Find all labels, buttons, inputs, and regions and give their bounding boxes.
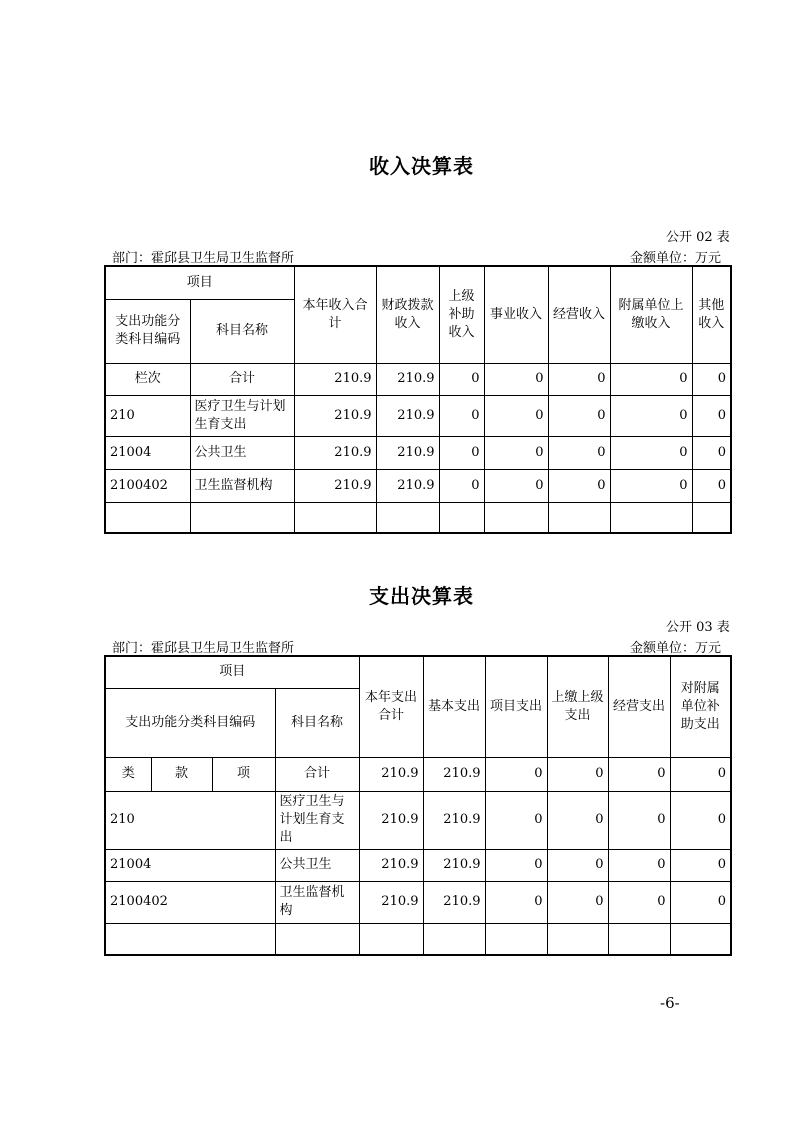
- income-cell-other: 0: [692, 469, 731, 502]
- income-row: [105, 469, 731, 502]
- expense-cell-basic: 210.9: [423, 757, 485, 791]
- income-cell-total: 210.9: [294, 363, 376, 395]
- income-cell-fiscal: 210.9: [376, 469, 439, 502]
- income-header-other: 其他收入: [692, 266, 731, 363]
- income-header-superior: 上级补助收入: [439, 266, 484, 363]
- expense-cell-remit: 0: [547, 849, 608, 881]
- income-cell-operating: 0: [548, 395, 610, 436]
- expense-cell-remit: 0: [547, 757, 608, 791]
- expense-cell-total: 210.9: [359, 881, 423, 923]
- expense-cell-code: 2100402: [105, 881, 275, 923]
- income-unit: 金额单位：万元: [630, 251, 722, 266]
- expense-cell-project-exp: 0: [485, 849, 547, 881]
- income-cell-business: 0: [484, 395, 548, 436]
- expense-cell-operating: 0: [608, 757, 670, 791]
- income-table: [104, 265, 732, 534]
- expense-row-empty: [105, 923, 731, 955]
- income-header-code: 支出功能分类科目编码: [105, 299, 190, 363]
- expense-header-operating: 经营支出: [608, 656, 670, 757]
- income-header-subject-name: 科目名称: [190, 299, 294, 363]
- income-cell-affiliated: 0: [610, 469, 692, 502]
- income-header-business: 事业收入: [484, 266, 548, 363]
- income-header-project: 项目: [105, 266, 294, 299]
- expense-cell-basic: 210.9: [423, 881, 485, 923]
- expense-cell-subsidy: 0: [670, 881, 731, 923]
- income-cell-name: 卫生监督机构: [190, 469, 294, 502]
- income-cell-superior: 0: [439, 395, 484, 436]
- expense-cell-code: 21004: [105, 849, 275, 881]
- expense-cell-name: 公共卫生: [275, 849, 359, 881]
- expense-table: [104, 655, 732, 956]
- expense-unit: 金额单位：万元: [630, 641, 722, 656]
- income-cell-fiscal: 210.9: [376, 436, 439, 469]
- expense-cell-subsidy: 0: [670, 757, 731, 791]
- expense-header-xiang: 项: [212, 757, 275, 791]
- expense-cell-remit: 0: [547, 881, 608, 923]
- income-title: 收入决算表: [369, 154, 474, 178]
- expense-header-project-exp: 项目支出: [485, 656, 547, 757]
- expense-cell-total: 210.9: [359, 849, 423, 881]
- income-header-fiscal: 财政拨款收入: [376, 266, 439, 363]
- expense-cell-name: 医疗卫生与计划生育支出: [275, 791, 359, 849]
- expense-cell-project-exp: 0: [485, 757, 547, 791]
- income-header-total: 本年收入合计: [294, 266, 376, 363]
- expense-header-subject-name: 科目名称: [275, 688, 359, 757]
- income-row: [105, 395, 731, 436]
- income-table-no: 公开 02 表: [666, 230, 730, 245]
- expense-cell-operating: 0: [608, 881, 670, 923]
- expense-cell-basic: 210.9: [423, 849, 485, 881]
- expense-header-kuan: 款: [151, 757, 212, 791]
- income-header-operating: 经营收入: [548, 266, 610, 363]
- income-cell-name: 公共卫生: [190, 436, 294, 469]
- expense-header-lei: 类: [105, 757, 151, 791]
- expense-cell-project-exp: 0: [485, 791, 547, 849]
- expense-title: 支出决算表: [369, 584, 474, 608]
- income-cell-total: 210.9: [294, 469, 376, 502]
- income-cell-operating: 0: [548, 363, 610, 395]
- income-cell-code: 210: [105, 395, 190, 436]
- expense-cell-total: 210.9: [359, 757, 423, 791]
- page-number: -6-: [660, 994, 680, 1012]
- expense-dept: 部门：霍邱县卫生局卫生监督所: [112, 641, 295, 656]
- income-header-affiliated: 附属单位上缴收入: [610, 266, 692, 363]
- expense-header-remit: 上缴上级支出: [547, 656, 608, 757]
- expense-header-basic: 基本支出: [423, 656, 485, 757]
- income-cell-operating: 0: [548, 436, 610, 469]
- income-cell-operating: 0: [548, 469, 610, 502]
- income-cell-code: 栏次: [105, 363, 190, 395]
- income-cell-total: 210.9: [294, 395, 376, 436]
- expense-cell-total: 210.9: [359, 791, 423, 849]
- expense-row: [105, 791, 731, 849]
- income-cell-name: 合计: [190, 363, 294, 395]
- expense-header-project: 项目: [105, 656, 359, 688]
- income-cell-affiliated: 0: [610, 436, 692, 469]
- expense-cell-subsidy: 0: [670, 849, 731, 881]
- income-row-sum: [105, 363, 731, 395]
- income-cell-other: 0: [692, 363, 731, 395]
- expense-header-code: 支出功能分类科目编码: [105, 688, 275, 757]
- expense-cell-code: 210: [105, 791, 275, 849]
- expense-cell-operating: 0: [608, 849, 670, 881]
- expense-cell-subsidy: 0: [670, 791, 731, 849]
- income-cell-business: 0: [484, 469, 548, 502]
- expense-header-total: 本年支出合计: [359, 656, 423, 757]
- expense-header-subsidy: 对附属单位补助支出: [670, 656, 731, 757]
- expense-cell-basic: 210.9: [423, 791, 485, 849]
- income-cell-business: 0: [484, 436, 548, 469]
- income-cell-superior: 0: [439, 436, 484, 469]
- income-cell-name: 医疗卫生与计划生育支出: [190, 395, 294, 436]
- income-cell-code: 21004: [105, 436, 190, 469]
- income-cell-other: 0: [692, 436, 731, 469]
- income-cell-code: 2100402: [105, 469, 190, 502]
- income-row: [105, 436, 731, 469]
- expense-cell-name: 卫生监督机构: [275, 881, 359, 923]
- income-cell-business: 0: [484, 363, 548, 395]
- expense-cell-name: 合计: [275, 757, 359, 791]
- income-cell-superior: 0: [439, 363, 484, 395]
- expense-row: [105, 849, 731, 881]
- income-cell-affiliated: 0: [610, 395, 692, 436]
- expense-row: [105, 881, 731, 923]
- income-cell-other: 0: [692, 395, 731, 436]
- income-row-empty: [105, 502, 731, 533]
- income-cell-fiscal: 210.9: [376, 363, 439, 395]
- income-cell-fiscal: 210.9: [376, 395, 439, 436]
- income-cell-total: 210.9: [294, 436, 376, 469]
- expense-table-no: 公开 03 表: [666, 620, 730, 635]
- expense-cell-project-exp: 0: [485, 881, 547, 923]
- expense-row-sum: [105, 757, 731, 791]
- expense-cell-operating: 0: [608, 791, 670, 849]
- income-cell-superior: 0: [439, 469, 484, 502]
- income-cell-affiliated: 0: [610, 363, 692, 395]
- income-dept: 部门：霍邱县卫生局卫生监督所: [112, 251, 295, 266]
- expense-cell-remit: 0: [547, 791, 608, 849]
